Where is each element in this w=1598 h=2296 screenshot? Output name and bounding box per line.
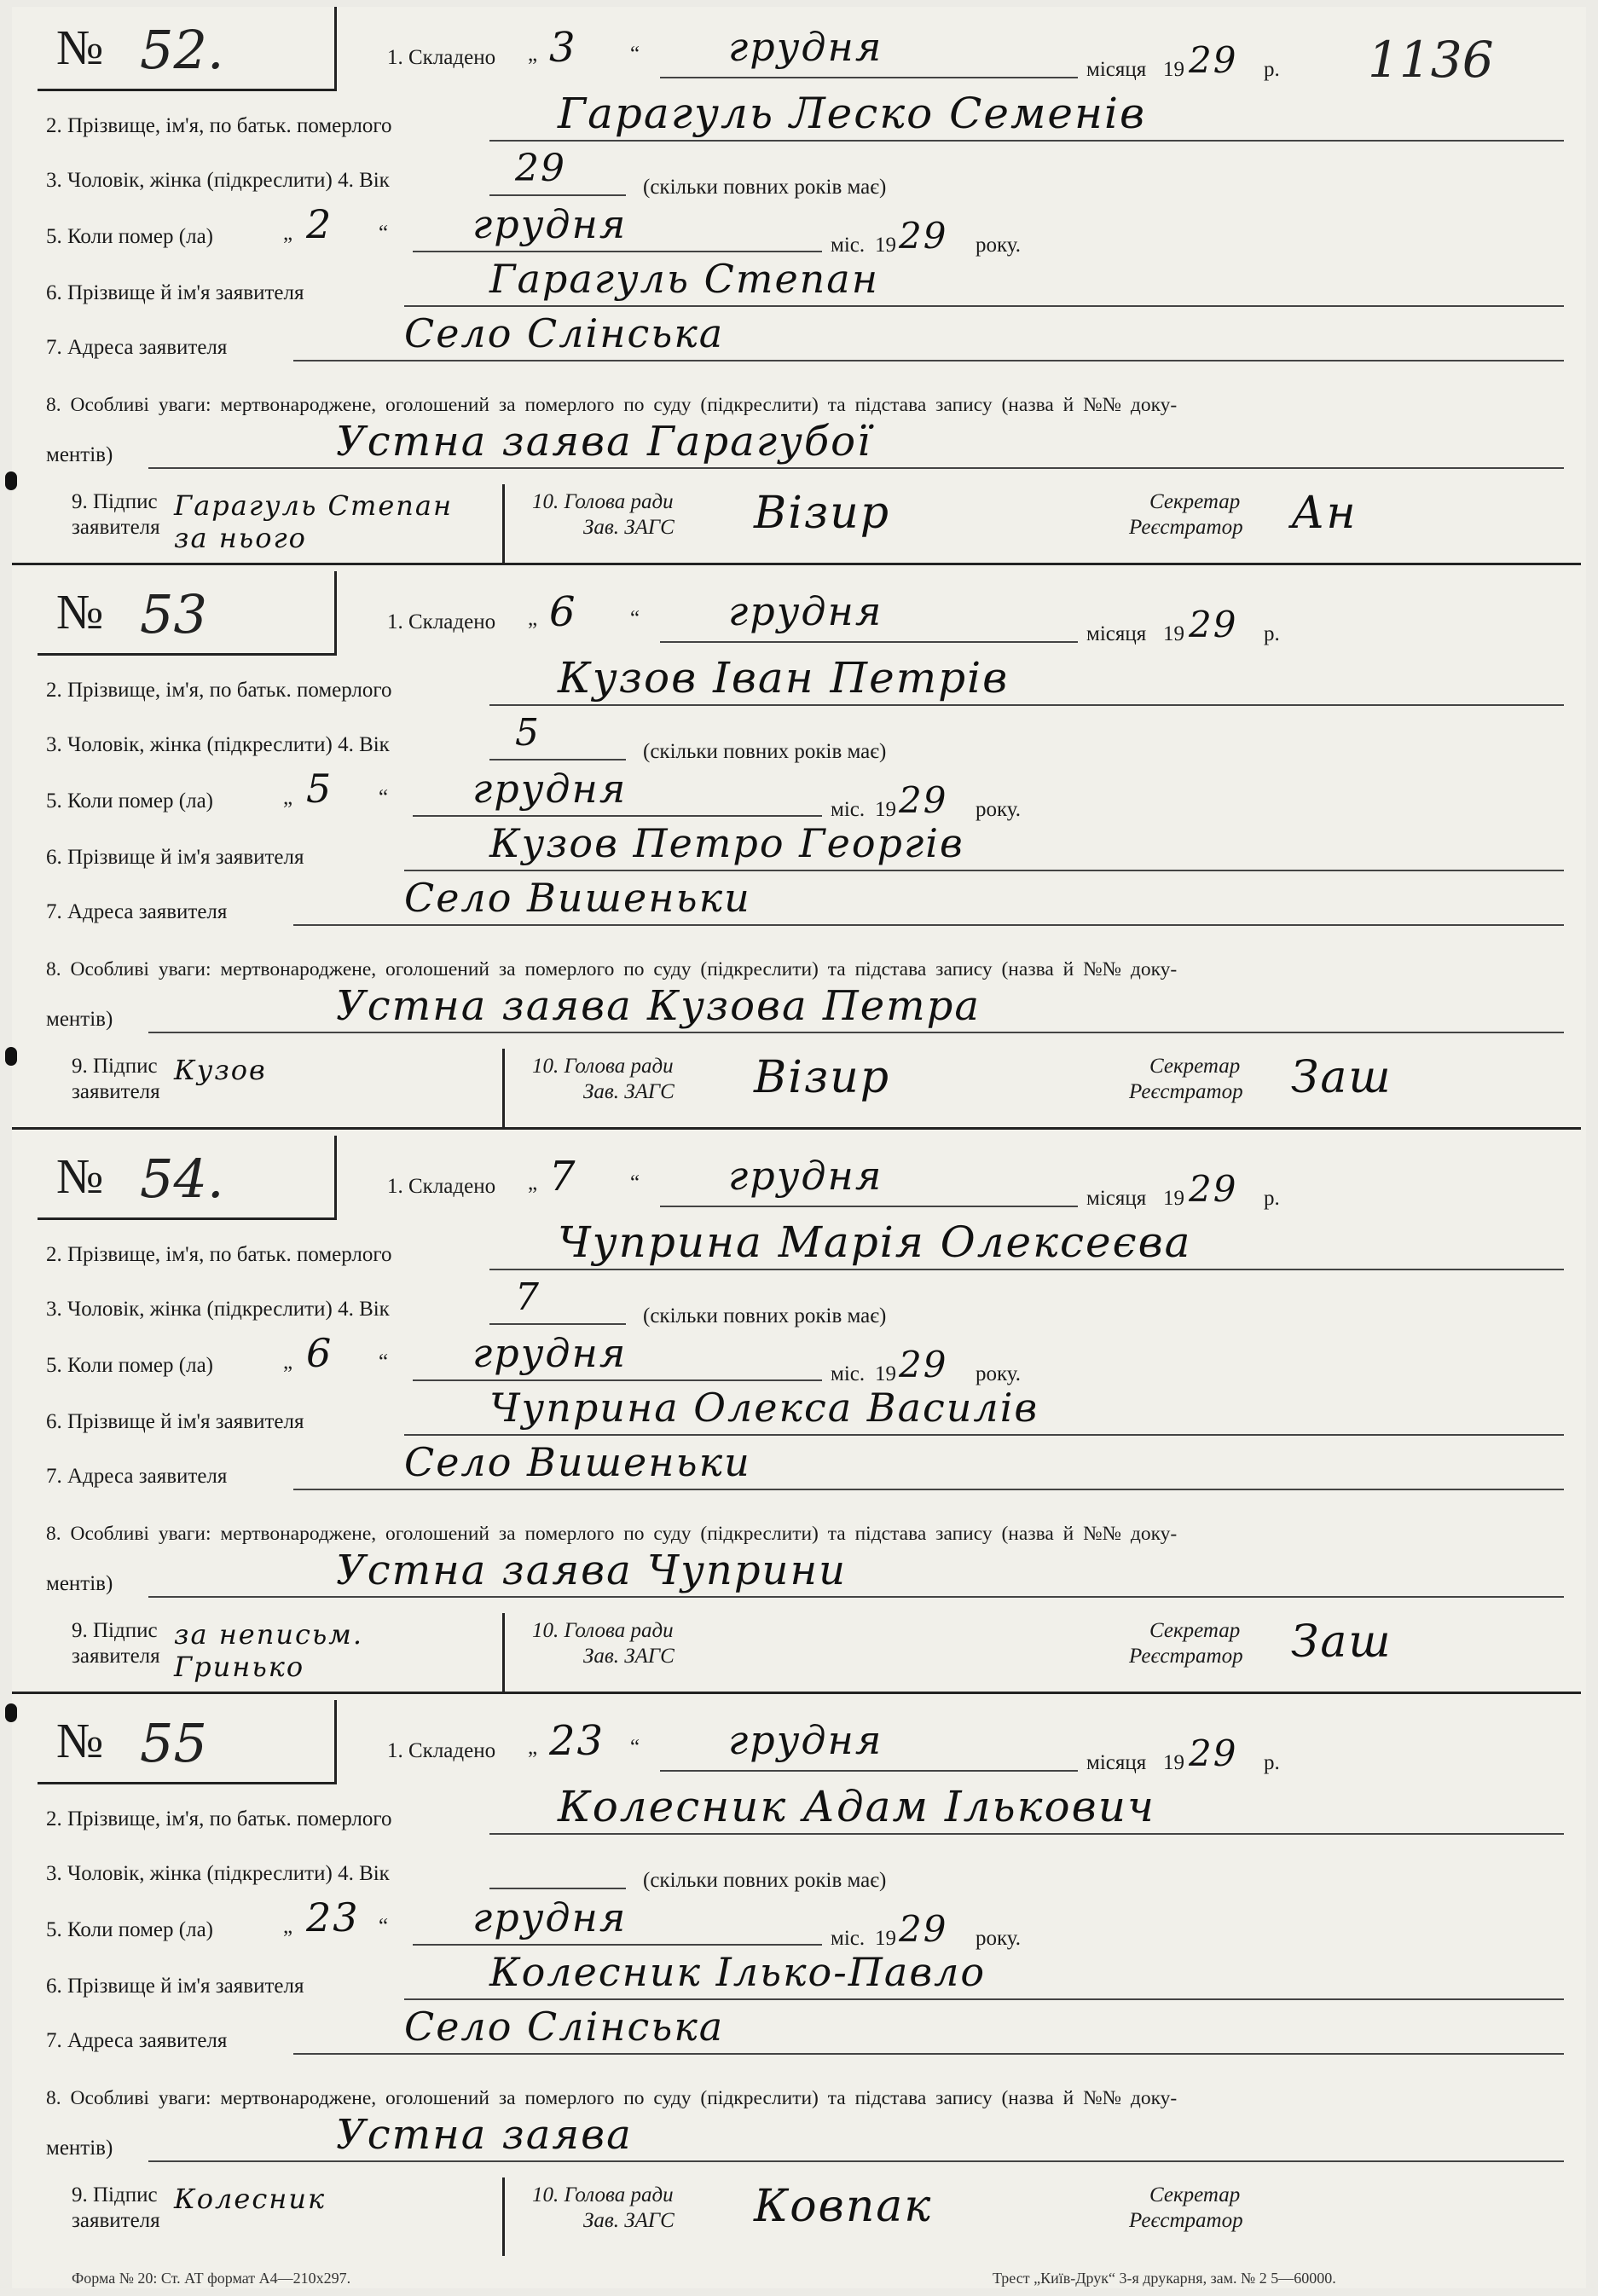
number-sign: № bbox=[56, 1713, 104, 1768]
secretary-signature: Заш bbox=[1291, 1052, 1392, 1103]
field-line bbox=[660, 77, 1078, 78]
field-line bbox=[660, 641, 1078, 643]
column-divider bbox=[502, 2177, 505, 2256]
secretary-label-line1: Секретар bbox=[1149, 490, 1241, 513]
year-prefix: 19 bbox=[1163, 58, 1184, 81]
year-prefix: 19 bbox=[1163, 1187, 1184, 1210]
quote-close: “ bbox=[630, 1736, 640, 1759]
age-value: 29 bbox=[515, 147, 566, 190]
field-line bbox=[148, 2160, 1564, 2162]
label-year: р. bbox=[1264, 1187, 1280, 1210]
composed-year: 29 bbox=[1189, 1732, 1238, 1774]
label-age-note: (скільки повних років має) bbox=[643, 1304, 887, 1327]
age-value: 5 bbox=[515, 711, 541, 755]
applicant-address: Село Слінська bbox=[404, 2004, 725, 2050]
label-deceased: 2. Прізвище, ім'я, по батьк. померлого bbox=[46, 1807, 392, 1830]
applicant-sign-label bbox=[72, 489, 160, 541]
label-composed: 1. Складено bbox=[387, 1175, 496, 1198]
applicant-signature: за неписьм. Гринько bbox=[174, 1618, 363, 1683]
label-composed: 1. Складено bbox=[387, 46, 496, 69]
number-sign: № bbox=[56, 20, 104, 75]
field-line bbox=[489, 194, 626, 196]
secretary-label-line1: Секретар bbox=[1149, 2183, 1241, 2206]
number-sign: № bbox=[56, 584, 104, 639]
death-record bbox=[12, 571, 1581, 1130]
applicant-address: Село Слінська bbox=[404, 310, 725, 356]
field-line bbox=[293, 924, 1564, 926]
secretary-label-line2: Реєстратор bbox=[1129, 1080, 1243, 1103]
field-line bbox=[489, 1269, 1564, 1270]
year-prefix: 19 bbox=[875, 1362, 896, 1385]
death-day: 6 bbox=[306, 1330, 333, 1376]
label-roku: року. bbox=[976, 798, 1022, 821]
sign-label-line1: 9. Підпис bbox=[72, 1619, 158, 1642]
year-prefix: 19 bbox=[1163, 622, 1184, 645]
applicant-signature: Колесник bbox=[174, 2183, 327, 2215]
field-line bbox=[293, 1489, 1564, 1490]
label-address: 7. Адреса заявителя bbox=[46, 1465, 228, 1488]
label-sex-age: 3. Чоловік, жінка (підкреслити) 4. Вік bbox=[46, 1298, 390, 1321]
head-signature: Ковпак bbox=[754, 2181, 933, 2232]
label-notes: 8. Особливі уваги: мертвонароджене, оголошений за померлого по суду (підкреслити) та підстава запису (назва й №№ доку- bbox=[46, 394, 1178, 416]
age-value: 7 bbox=[515, 1275, 541, 1319]
label-deceased: 2. Прізвище, ім'я, по батьк. померлого bbox=[46, 1243, 392, 1266]
composed-year: 29 bbox=[1189, 604, 1238, 645]
footer-printer-info: Трест „Київ-Друк“ 3-я друкарня, зам. № 2 5—60000. bbox=[993, 2270, 1336, 2287]
label-notes-cont: ментів) bbox=[46, 1572, 113, 1595]
signature-row bbox=[12, 1049, 1581, 1127]
death-month: грудня bbox=[472, 1894, 628, 1940]
composed-year: 29 bbox=[1189, 1168, 1238, 1210]
quote-close: “ bbox=[630, 43, 640, 66]
applicant-signature: Гарагуль Степан за нього bbox=[174, 489, 454, 554]
label-composed: 1. Складено bbox=[387, 1739, 496, 1762]
secretary-label-line2: Реєстратор bbox=[1129, 516, 1243, 539]
applicant-sign-label bbox=[72, 1054, 160, 1105]
record-number: 52. bbox=[140, 19, 224, 81]
label-notes: 8. Особливі уваги: мертвонароджене, оголошений за померлого по суду (підкреслити) та підстава запису (назва й №№ доку- bbox=[46, 958, 1178, 980]
label-mis: міс. bbox=[831, 798, 866, 821]
label-month: місяця bbox=[1086, 622, 1147, 645]
label-death-date: 5. Коли помер (ла) bbox=[46, 789, 213, 813]
composed-year: 29 bbox=[1189, 39, 1238, 81]
record-number: 54. bbox=[140, 1148, 224, 1210]
death-year: 29 bbox=[899, 1344, 948, 1385]
death-record bbox=[12, 1136, 1581, 1694]
record-number: 53 bbox=[140, 583, 207, 645]
footer-form-info: Форма № 20: Ст. АТ формат А4—210х297. bbox=[72, 2270, 351, 2287]
binding-hole bbox=[5, 1703, 17, 1722]
applicant-address: Село Вишеньки bbox=[404, 1439, 751, 1485]
column-divider bbox=[502, 484, 505, 563]
quote-close: “ bbox=[379, 1915, 389, 1938]
sign-label-line1: 9. Підпис bbox=[72, 490, 158, 513]
deceased-name: Колесник Адам Ількович bbox=[558, 1782, 1156, 1831]
quote-close: “ bbox=[379, 786, 389, 809]
year-prefix: 19 bbox=[1163, 1751, 1184, 1774]
number-sign: № bbox=[56, 1148, 104, 1204]
signature-row bbox=[12, 484, 1581, 563]
applicant-address: Село Вишеньки bbox=[404, 875, 751, 921]
field-line bbox=[413, 251, 822, 252]
record-number: 55 bbox=[140, 1712, 207, 1774]
death-record bbox=[12, 1700, 1581, 2256]
label-sex-age: 3. Чоловік, жінка (підкреслити) 4. Вік bbox=[46, 1862, 390, 1885]
head-label-line2: Зав. ЗАГС bbox=[583, 516, 675, 539]
year-prefix: 19 bbox=[875, 1927, 896, 1950]
death-month: грудня bbox=[472, 201, 628, 247]
secretary-label bbox=[1129, 1618, 1243, 1669]
label-notes-cont: ментів) bbox=[46, 2137, 113, 2160]
applicant-sign-label bbox=[72, 2183, 160, 2234]
quote-open: „ bbox=[283, 786, 293, 809]
label-notes: 8. Особливі уваги: мертвонароджене, оголошений за померлого по суду (підкреслити) та підстава запису (назва й №№ доку- bbox=[46, 2087, 1178, 2109]
quote-close: “ bbox=[630, 607, 640, 630]
composed-day: 3 bbox=[549, 24, 577, 72]
death-day: 2 bbox=[306, 201, 333, 247]
secretary-label-line1: Секретар bbox=[1149, 1055, 1241, 1078]
quote-open: „ bbox=[528, 43, 538, 66]
label-notes-cont: ментів) bbox=[46, 443, 113, 466]
sign-label-line1: 9. Підпис bbox=[72, 2183, 158, 2206]
record-number-box bbox=[38, 1700, 337, 1784]
label-sex-age: 3. Чоловік, жінка (підкреслити) 4. Вік bbox=[46, 733, 390, 756]
record-number-box bbox=[38, 571, 337, 656]
field-line bbox=[660, 1206, 1078, 1207]
column-divider bbox=[502, 1049, 505, 1127]
death-year: 29 bbox=[899, 779, 948, 821]
field-line bbox=[404, 870, 1564, 871]
field-line bbox=[293, 2053, 1564, 2055]
head-label bbox=[532, 1054, 675, 1105]
field-line bbox=[489, 1323, 626, 1325]
label-month: місяця bbox=[1086, 1187, 1147, 1210]
label-notes: 8. Особливі уваги: мертвонароджене, оголошений за померлого по суду (підкреслити) та підстава запису (назва й №№ доку- bbox=[46, 1523, 1178, 1545]
quote-close: “ bbox=[379, 222, 389, 245]
signature-row bbox=[12, 1613, 1581, 1692]
label-applicant: 6. Прізвище й ім'я заявителя bbox=[46, 1975, 304, 1998]
secretary-label-line2: Реєстратор bbox=[1129, 2209, 1243, 2232]
label-deceased: 2. Прізвище, ім'я, по батьк. померлого bbox=[46, 679, 392, 702]
page-number-stamp: 1136 bbox=[1368, 31, 1494, 89]
label-death-date: 5. Коли помер (ла) bbox=[46, 1354, 213, 1377]
field-line bbox=[404, 1998, 1564, 2000]
field-line bbox=[489, 1833, 1564, 1835]
label-composed: 1. Складено bbox=[387, 610, 496, 633]
head-label-line2: Зав. ЗАГС bbox=[583, 1645, 675, 1668]
secretary-label bbox=[1129, 1054, 1243, 1105]
year-prefix: 19 bbox=[875, 798, 896, 821]
record-number-box bbox=[38, 1136, 337, 1220]
label-applicant: 6. Прізвище й ім'я заявителя bbox=[46, 1410, 304, 1433]
label-age-note: (скільки повних років має) bbox=[643, 1869, 887, 1892]
head-label-line1: 10. Голова ради bbox=[532, 490, 674, 513]
field-line bbox=[148, 467, 1564, 469]
applicant-sign-label bbox=[72, 1618, 160, 1669]
applicant-name: Кузов Петро Георгів bbox=[489, 820, 964, 866]
label-age-note: (скільки повних років має) bbox=[643, 740, 887, 763]
secretary-label bbox=[1129, 2183, 1243, 2234]
label-address: 7. Адреса заявителя bbox=[46, 900, 228, 923]
deceased-name: Чуприна Марія Олексеєва bbox=[558, 1217, 1192, 1267]
notes-value: Устна заява Гарагубої bbox=[336, 418, 872, 466]
secretary-label-line2: Реєстратор bbox=[1129, 1645, 1243, 1668]
head-label-line2: Зав. ЗАГС bbox=[583, 2209, 675, 2232]
column-divider bbox=[502, 1613, 505, 1692]
death-register-page bbox=[12, 7, 1586, 2288]
label-applicant: 6. Прізвище й ім'я заявителя bbox=[46, 281, 304, 304]
sign-label-line2: заявителя bbox=[72, 1645, 160, 1668]
quote-close: “ bbox=[379, 1350, 389, 1374]
quote-open: „ bbox=[528, 1736, 538, 1759]
sign-label-line1: 9. Підпис bbox=[72, 1055, 158, 1078]
label-year: р. bbox=[1264, 622, 1280, 645]
label-age-note: (скільки повних років має) bbox=[643, 176, 887, 199]
label-death-date: 5. Коли помер (ла) bbox=[46, 1918, 213, 1941]
label-sex-age: 3. Чоловік, жінка (підкреслити) 4. Вік bbox=[46, 169, 390, 192]
death-month: грудня bbox=[472, 1330, 628, 1376]
composed-month: грудня bbox=[728, 588, 883, 634]
field-line bbox=[413, 815, 822, 817]
secretary-label-line1: Секретар bbox=[1149, 1619, 1241, 1642]
field-line bbox=[404, 1434, 1564, 1436]
head-label-line2: Зав. ЗАГС bbox=[583, 1080, 675, 1103]
label-roku: року. bbox=[976, 1927, 1022, 1950]
quote-open: „ bbox=[528, 607, 538, 630]
sign-label-line2: заявителя bbox=[72, 516, 160, 539]
label-mis: міс. bbox=[831, 234, 866, 257]
death-day: 5 bbox=[306, 766, 333, 812]
death-year: 29 bbox=[899, 215, 948, 257]
composed-month: грудня bbox=[728, 1717, 883, 1763]
head-label-line1: 10. Голова ради bbox=[532, 1619, 674, 1642]
composed-month: грудня bbox=[728, 1153, 883, 1199]
notes-value: Устна заява Чуприни bbox=[336, 1547, 847, 1594]
label-death-date: 5. Коли помер (ла) bbox=[46, 225, 213, 248]
applicant-name: Чуприна Олекса Василів bbox=[489, 1385, 1039, 1431]
field-line bbox=[660, 1770, 1078, 1772]
quote-close: “ bbox=[630, 1171, 640, 1194]
head-label-line1: 10. Голова ради bbox=[532, 2183, 674, 2206]
composed-day: 7 bbox=[549, 1153, 577, 1200]
signature-row bbox=[12, 2177, 1581, 2256]
binding-hole bbox=[5, 1047, 17, 1066]
field-line bbox=[489, 140, 1564, 142]
label-notes-cont: ментів) bbox=[46, 1008, 113, 1031]
head-label bbox=[532, 489, 675, 541]
field-line bbox=[413, 1379, 822, 1381]
record-number-box bbox=[38, 7, 337, 91]
death-month: грудня bbox=[472, 766, 628, 812]
head-label-line1: 10. Голова ради bbox=[532, 1055, 674, 1078]
label-roku: року. bbox=[976, 1362, 1022, 1385]
field-line bbox=[404, 305, 1564, 307]
head-signature: Візир bbox=[754, 1052, 890, 1103]
secretary-label bbox=[1129, 489, 1243, 541]
applicant-name: Колесник Ілько-Павло bbox=[489, 1949, 987, 1995]
secretary-signature: Заш bbox=[1291, 1616, 1392, 1668]
label-year: р. bbox=[1264, 58, 1280, 81]
death-day: 23 bbox=[306, 1894, 360, 1940]
label-mis: міс. bbox=[831, 1927, 866, 1950]
label-month: місяця bbox=[1086, 58, 1147, 81]
sign-label-line2: заявителя bbox=[72, 1080, 160, 1103]
composed-month: грудня bbox=[728, 24, 883, 70]
sign-label-line2: заявителя bbox=[72, 2209, 160, 2232]
notes-value: Устна заява Кузова Петра bbox=[336, 982, 981, 1030]
deceased-name: Гарагуль Леско Семенів bbox=[558, 89, 1147, 138]
binding-hole bbox=[5, 471, 17, 490]
field-line bbox=[489, 1888, 626, 1889]
head-signature: Візир bbox=[754, 488, 890, 539]
label-roku: року. bbox=[976, 234, 1022, 257]
quote-open: „ bbox=[283, 222, 293, 245]
field-line bbox=[489, 759, 626, 761]
secretary-signature: Ан bbox=[1291, 488, 1358, 539]
field-line bbox=[148, 1596, 1564, 1598]
composed-day: 23 bbox=[549, 1717, 605, 1765]
field-line bbox=[293, 360, 1564, 361]
quote-open: „ bbox=[283, 1915, 293, 1938]
label-deceased: 2. Прізвище, ім'я, по батьк. померлого bbox=[46, 114, 392, 137]
deceased-name: Кузов Іван Петрів bbox=[558, 653, 1010, 703]
quote-open: „ bbox=[283, 1350, 293, 1374]
label-address: 7. Адреса заявителя bbox=[46, 2029, 228, 2052]
label-address: 7. Адреса заявителя bbox=[46, 336, 228, 359]
field-line bbox=[148, 1032, 1564, 1033]
field-line bbox=[413, 1944, 822, 1946]
composed-day: 6 bbox=[549, 588, 577, 636]
head-label bbox=[532, 2183, 675, 2234]
death-record bbox=[12, 7, 1581, 565]
year-prefix: 19 bbox=[875, 234, 896, 257]
label-year: р. bbox=[1264, 1751, 1280, 1774]
quote-open: „ bbox=[528, 1171, 538, 1194]
label-mis: міс. bbox=[831, 1362, 866, 1385]
label-applicant: 6. Прізвище й ім'я заявителя bbox=[46, 846, 304, 869]
notes-value: Устна заява bbox=[336, 2111, 633, 2159]
applicant-name: Гарагуль Степан bbox=[489, 256, 880, 302]
applicant-signature: Кузов bbox=[174, 1054, 267, 1086]
field-line bbox=[489, 704, 1564, 706]
label-month: місяця bbox=[1086, 1751, 1147, 1774]
death-year: 29 bbox=[899, 1908, 948, 1950]
head-label bbox=[532, 1618, 675, 1669]
